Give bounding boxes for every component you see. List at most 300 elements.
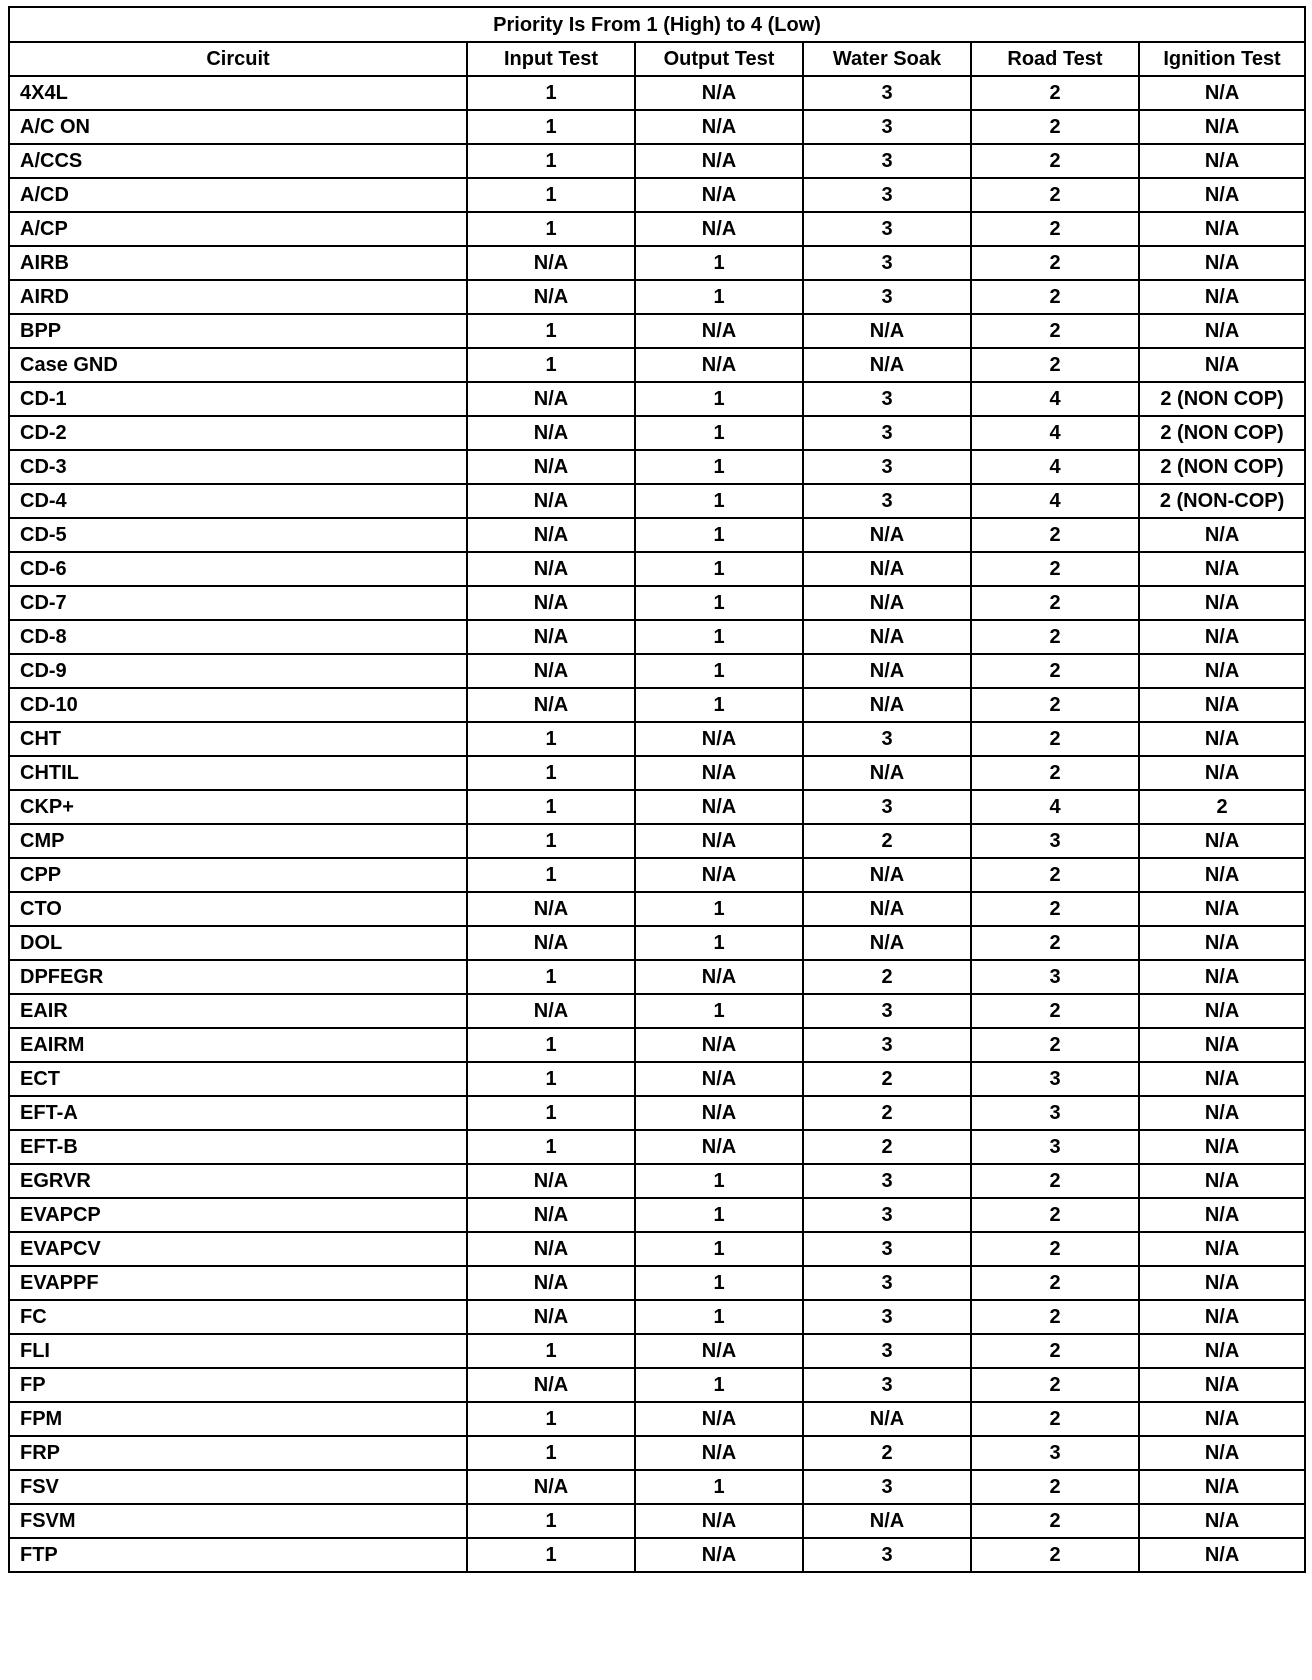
circuit-name-cell: BPP: [9, 314, 467, 348]
circuit-name-cell: CHT: [9, 722, 467, 756]
priority-cell: N/A: [1139, 1062, 1305, 1096]
circuit-name-cell: FTP: [9, 1538, 467, 1572]
priority-cell: N/A: [1139, 1436, 1305, 1470]
priority-cell: N/A: [803, 348, 971, 382]
priority-cell: N/A: [467, 552, 635, 586]
priority-cell: 1: [635, 1232, 803, 1266]
circuit-name-cell: A/C ON: [9, 110, 467, 144]
priority-cell: 1: [467, 144, 635, 178]
priority-cell: N/A: [803, 892, 971, 926]
priority-cell: N/A: [467, 1232, 635, 1266]
table-row: [9, 382, 1305, 416]
priority-cell: N/A: [1139, 246, 1305, 280]
priority-cell: 2: [971, 858, 1139, 892]
table-row: [9, 1232, 1305, 1266]
priority-cell: 3: [803, 994, 971, 1028]
priority-cell: N/A: [1139, 1368, 1305, 1402]
circuit-name-cell: CHTIL: [9, 756, 467, 790]
priority-cell: N/A: [467, 1470, 635, 1504]
priority-cell: 2: [803, 1062, 971, 1096]
table-row: [9, 314, 1305, 348]
priority-cell: N/A: [803, 688, 971, 722]
priority-cell: 4: [971, 450, 1139, 484]
priority-cell: 2: [971, 1334, 1139, 1368]
priority-cell: 3: [803, 1232, 971, 1266]
priority-cell: 2: [971, 722, 1139, 756]
priority-cell: N/A: [1139, 722, 1305, 756]
priority-cell: 2: [803, 1130, 971, 1164]
priority-cell: N/A: [635, 1402, 803, 1436]
priority-cell: N/A: [1139, 824, 1305, 858]
priority-cell: N/A: [635, 110, 803, 144]
priority-cell: 3: [803, 1164, 971, 1198]
priority-cell: 1: [467, 1436, 635, 1470]
priority-cell: 1: [635, 1300, 803, 1334]
table-row: [9, 1266, 1305, 1300]
priority-cell: 3: [971, 960, 1139, 994]
priority-cell: 2: [971, 280, 1139, 314]
column-header-circuit: Circuit: [9, 42, 467, 76]
priority-cell: 3: [803, 280, 971, 314]
priority-cell: 3: [803, 382, 971, 416]
circuit-name-cell: CD-10: [9, 688, 467, 722]
table-row: [9, 484, 1305, 518]
circuit-name-cell: ECT: [9, 1062, 467, 1096]
priority-cell: N/A: [635, 960, 803, 994]
table-row: [9, 110, 1305, 144]
priority-cell: N/A: [635, 178, 803, 212]
priority-cell: N/A: [1139, 1164, 1305, 1198]
priority-cell: N/A: [635, 1062, 803, 1096]
priority-cell: 3: [971, 824, 1139, 858]
priority-cell: N/A: [803, 552, 971, 586]
priority-cell: N/A: [1139, 654, 1305, 688]
priority-cell: 2: [971, 994, 1139, 1028]
priority-cell: 3: [803, 1266, 971, 1300]
circuit-name-cell: DOL: [9, 926, 467, 960]
table-row: [9, 1130, 1305, 1164]
priority-cell: 1: [635, 280, 803, 314]
priority-cell: 2: [803, 960, 971, 994]
circuit-name-cell: Case GND: [9, 348, 467, 382]
priority-cell: 4: [971, 382, 1139, 416]
priority-cell: N/A: [635, 1130, 803, 1164]
priority-cell: N/A: [467, 450, 635, 484]
table-row: [9, 552, 1305, 586]
priority-cell: N/A: [635, 144, 803, 178]
priority-cell: 1: [635, 1368, 803, 1402]
priority-cell: N/A: [1139, 280, 1305, 314]
priority-cell: 2 (NON COP): [1139, 450, 1305, 484]
priority-cell: 2: [971, 586, 1139, 620]
priority-cell: N/A: [467, 1300, 635, 1334]
priority-cell: 2: [971, 552, 1139, 586]
priority-cell: 2: [971, 144, 1139, 178]
priority-cell: 1: [635, 926, 803, 960]
priority-cell: N/A: [467, 620, 635, 654]
circuit-name-cell: AIRB: [9, 246, 467, 280]
circuit-name-cell: CPP: [9, 858, 467, 892]
circuit-name-cell: EAIR: [9, 994, 467, 1028]
table-row: [9, 1198, 1305, 1232]
priority-cell: 2: [971, 76, 1139, 110]
circuit-name-cell: CKP+: [9, 790, 467, 824]
priority-cell: 1: [635, 382, 803, 416]
priority-cell: N/A: [635, 1096, 803, 1130]
priority-cell: 1: [467, 1402, 635, 1436]
priority-cell: N/A: [467, 994, 635, 1028]
priority-cell: N/A: [803, 926, 971, 960]
priority-cell: N/A: [1139, 1028, 1305, 1062]
priority-cell: N/A: [1139, 858, 1305, 892]
circuit-name-cell: CD-1: [9, 382, 467, 416]
table-row: [9, 76, 1305, 110]
priority-cell: N/A: [1139, 314, 1305, 348]
priority-cell: N/A: [803, 858, 971, 892]
priority-cell: 2: [1139, 790, 1305, 824]
priority-cell: N/A: [1139, 1130, 1305, 1164]
priority-cell: N/A: [1139, 1232, 1305, 1266]
circuit-name-cell: DPFEGR: [9, 960, 467, 994]
table-row: [9, 450, 1305, 484]
priority-cell: N/A: [635, 858, 803, 892]
priority-cell: 2: [971, 620, 1139, 654]
priority-cell: N/A: [1139, 348, 1305, 382]
priority-cell: N/A: [635, 1504, 803, 1538]
priority-cell: 2: [971, 1368, 1139, 1402]
circuit-name-cell: CD-3: [9, 450, 467, 484]
priority-cell: 3: [803, 450, 971, 484]
priority-table-document: [8, 6, 1304, 1573]
priority-cell: 2: [971, 756, 1139, 790]
priority-cell: 1: [635, 586, 803, 620]
priority-cell: N/A: [635, 1334, 803, 1368]
priority-cell: 2: [803, 1436, 971, 1470]
circuit-name-cell: CD-9: [9, 654, 467, 688]
priority-cell: N/A: [467, 586, 635, 620]
priority-cell: 4: [971, 790, 1139, 824]
circuit-name-cell: CD-6: [9, 552, 467, 586]
priority-cell: 3: [803, 1334, 971, 1368]
table-row: [9, 1436, 1305, 1470]
column-header-road-test: Road Test: [971, 42, 1139, 76]
table-row: [9, 518, 1305, 552]
priority-cell: N/A: [467, 246, 635, 280]
priority-cell: N/A: [803, 586, 971, 620]
priority-cell: N/A: [467, 654, 635, 688]
priority-cell: 3: [971, 1062, 1139, 1096]
priority-cell: 2: [971, 212, 1139, 246]
priority-cell: 1: [635, 1266, 803, 1300]
priority-cell: 1: [635, 620, 803, 654]
priority-cell: N/A: [803, 620, 971, 654]
priority-cell: N/A: [467, 892, 635, 926]
priority-cell: 3: [803, 416, 971, 450]
priority-cell: 1: [635, 1470, 803, 1504]
priority-cell: N/A: [803, 1402, 971, 1436]
priority-cell: 1: [467, 1130, 635, 1164]
priority-cell: 4: [971, 416, 1139, 450]
circuit-name-cell: EFT-B: [9, 1130, 467, 1164]
priority-cell: N/A: [1139, 1300, 1305, 1334]
priority-cell: N/A: [467, 484, 635, 518]
priority-cell: 3: [803, 1368, 971, 1402]
priority-cell: N/A: [1139, 1334, 1305, 1368]
priority-cell: 1: [635, 1164, 803, 1198]
priority-cell: 2: [971, 926, 1139, 960]
table-row: [9, 892, 1305, 926]
priority-cell: 2: [971, 1538, 1139, 1572]
priority-cell: N/A: [635, 314, 803, 348]
priority-cell: 1: [467, 348, 635, 382]
priority-cell: 1: [467, 1538, 635, 1572]
circuit-name-cell: FSVM: [9, 1504, 467, 1538]
table-row: [9, 1334, 1305, 1368]
priority-cell: N/A: [467, 688, 635, 722]
priority-cell: 3: [971, 1436, 1139, 1470]
circuit-name-cell: FP: [9, 1368, 467, 1402]
priority-cell: 1: [635, 1198, 803, 1232]
priority-cell: 1: [467, 1096, 635, 1130]
priority-cell: N/A: [635, 348, 803, 382]
header-row: [9, 42, 1305, 76]
priority-cell: 1: [467, 960, 635, 994]
priority-cell: N/A: [635, 722, 803, 756]
priority-cell: 3: [803, 110, 971, 144]
priority-cell: N/A: [467, 280, 635, 314]
priority-cell: 2: [971, 348, 1139, 382]
priority-cell: 1: [635, 450, 803, 484]
table-title: Priority Is From 1 (High) to 4 (Low): [9, 7, 1305, 42]
priority-cell: 2 (NON COP): [1139, 416, 1305, 450]
circuit-name-cell: 4X4L: [9, 76, 467, 110]
priority-cell: N/A: [1139, 994, 1305, 1028]
priority-cell: 1: [635, 518, 803, 552]
priority-cell: 2: [971, 1402, 1139, 1436]
table-row: [9, 756, 1305, 790]
priority-cell: 3: [971, 1096, 1139, 1130]
table-row: [9, 654, 1305, 688]
priority-cell: 2: [971, 1266, 1139, 1300]
priority-cell: N/A: [1139, 688, 1305, 722]
priority-cell: N/A: [1139, 960, 1305, 994]
circuit-name-cell: FRP: [9, 1436, 467, 1470]
priority-cell: N/A: [803, 756, 971, 790]
priority-cell: N/A: [467, 1266, 635, 1300]
table-row: [9, 416, 1305, 450]
priority-cell: N/A: [1139, 552, 1305, 586]
priority-cell: N/A: [1139, 178, 1305, 212]
table-row: [9, 144, 1305, 178]
table-row: [9, 178, 1305, 212]
table-row: [9, 1028, 1305, 1062]
priority-cell: N/A: [1139, 1402, 1305, 1436]
table-row: [9, 1470, 1305, 1504]
priority-cell: 1: [467, 1334, 635, 1368]
priority-cell: N/A: [1139, 1198, 1305, 1232]
table-row: [9, 1368, 1305, 1402]
priority-cell: 2: [971, 1470, 1139, 1504]
priority-cell: 2: [971, 688, 1139, 722]
table-row: [9, 688, 1305, 722]
table-row: [9, 348, 1305, 382]
priority-cell: 3: [803, 212, 971, 246]
priority-cell: 1: [467, 1028, 635, 1062]
priority-cell: N/A: [803, 1504, 971, 1538]
priority-cell: 1: [467, 756, 635, 790]
priority-cell: 1: [467, 722, 635, 756]
priority-cell: 2: [803, 1096, 971, 1130]
priority-cell: N/A: [1139, 1266, 1305, 1300]
table-row: [9, 1504, 1305, 1538]
column-header-input-test: Input Test: [467, 42, 635, 76]
priority-cell: 1: [467, 1504, 635, 1538]
priority-cell: N/A: [635, 1436, 803, 1470]
priority-cell: N/A: [1139, 144, 1305, 178]
table-row: [9, 1300, 1305, 1334]
priority-cell: 2: [971, 518, 1139, 552]
priority-cell: 2: [971, 892, 1139, 926]
priority-cell: 3: [803, 1198, 971, 1232]
priority-cell: 3: [803, 178, 971, 212]
circuit-name-cell: CTO: [9, 892, 467, 926]
circuit-name-cell: CD-7: [9, 586, 467, 620]
priority-cell: 1: [635, 688, 803, 722]
priority-cell: 2: [971, 1028, 1139, 1062]
priority-cell: 2: [971, 654, 1139, 688]
priority-table: [8, 6, 1306, 1573]
priority-cell: 1: [635, 892, 803, 926]
priority-cell: 1: [467, 824, 635, 858]
priority-cell: 1: [635, 552, 803, 586]
circuit-name-cell: EAIRM: [9, 1028, 467, 1062]
priority-cell: 2: [971, 1232, 1139, 1266]
circuit-name-cell: EVAPCV: [9, 1232, 467, 1266]
priority-cell: 2: [971, 314, 1139, 348]
priority-cell: 3: [971, 1130, 1139, 1164]
circuit-name-cell: FLI: [9, 1334, 467, 1368]
table-row: [9, 960, 1305, 994]
priority-cell: 3: [803, 1470, 971, 1504]
priority-cell: 2: [971, 1198, 1139, 1232]
title-row: [9, 7, 1305, 42]
priority-cell: 3: [803, 484, 971, 518]
priority-cell: 1: [635, 246, 803, 280]
priority-cell: 2 (NON COP): [1139, 382, 1305, 416]
priority-cell: 1: [467, 110, 635, 144]
priority-cell: 2: [971, 178, 1139, 212]
circuit-name-cell: CD-2: [9, 416, 467, 450]
priority-cell: 1: [635, 416, 803, 450]
priority-cell: 3: [803, 722, 971, 756]
circuit-name-cell: EVAPCP: [9, 1198, 467, 1232]
priority-cell: 2: [971, 110, 1139, 144]
priority-cell: N/A: [635, 824, 803, 858]
table-row: [9, 824, 1305, 858]
table-row: [9, 994, 1305, 1028]
priority-cell: 3: [803, 1028, 971, 1062]
priority-cell: N/A: [1139, 620, 1305, 654]
table-row: [9, 586, 1305, 620]
priority-cell: N/A: [803, 654, 971, 688]
circuit-name-cell: CD-5: [9, 518, 467, 552]
table-row: [9, 1164, 1305, 1198]
circuit-name-cell: EFT-A: [9, 1096, 467, 1130]
table-row: [9, 246, 1305, 280]
priority-cell: 3: [803, 144, 971, 178]
priority-cell: N/A: [1139, 1504, 1305, 1538]
priority-cell: N/A: [635, 1538, 803, 1572]
priority-cell: N/A: [467, 1368, 635, 1402]
table-row: [9, 722, 1305, 756]
priority-cell: 3: [803, 76, 971, 110]
circuit-name-cell: CD-4: [9, 484, 467, 518]
priority-cell: 1: [467, 76, 635, 110]
priority-cell: 2: [803, 824, 971, 858]
table-row: [9, 1062, 1305, 1096]
priority-cell: 2: [971, 246, 1139, 280]
priority-cell: N/A: [1139, 1470, 1305, 1504]
priority-cell: 2: [971, 1164, 1139, 1198]
priority-cell: 1: [467, 790, 635, 824]
priority-cell: N/A: [1139, 892, 1305, 926]
table-row: [9, 926, 1305, 960]
table-row: [9, 620, 1305, 654]
circuit-name-cell: A/CCS: [9, 144, 467, 178]
priority-cell: 1: [467, 858, 635, 892]
circuit-name-cell: A/CP: [9, 212, 467, 246]
priority-cell: N/A: [1139, 110, 1305, 144]
priority-cell: 1: [467, 1062, 635, 1096]
table-row: [9, 280, 1305, 314]
priority-cell: N/A: [1139, 926, 1305, 960]
priority-cell: 2 (NON-COP): [1139, 484, 1305, 518]
circuit-name-cell: FSV: [9, 1470, 467, 1504]
table-body: [9, 76, 1305, 1572]
priority-cell: N/A: [1139, 1538, 1305, 1572]
table-row: [9, 1402, 1305, 1436]
priority-cell: 1: [467, 314, 635, 348]
priority-cell: 1: [635, 654, 803, 688]
priority-cell: N/A: [1139, 518, 1305, 552]
priority-cell: N/A: [803, 314, 971, 348]
priority-cell: N/A: [467, 1198, 635, 1232]
priority-cell: N/A: [1139, 76, 1305, 110]
table-row: [9, 1538, 1305, 1572]
column-header-water-soak: Water Soak: [803, 42, 971, 76]
priority-cell: 1: [635, 994, 803, 1028]
circuit-name-cell: EVAPPF: [9, 1266, 467, 1300]
priority-cell: N/A: [467, 518, 635, 552]
priority-cell: 2: [971, 1504, 1139, 1538]
priority-cell: N/A: [635, 76, 803, 110]
priority-cell: N/A: [1139, 586, 1305, 620]
priority-cell: 3: [803, 790, 971, 824]
priority-cell: N/A: [467, 926, 635, 960]
priority-cell: N/A: [1139, 1096, 1305, 1130]
circuit-name-cell: CMP: [9, 824, 467, 858]
priority-cell: N/A: [635, 212, 803, 246]
priority-cell: N/A: [635, 756, 803, 790]
column-header-ignition-test: Ignition Test: [1139, 42, 1305, 76]
priority-cell: N/A: [803, 518, 971, 552]
priority-cell: 3: [803, 1538, 971, 1572]
priority-cell: N/A: [467, 382, 635, 416]
priority-cell: N/A: [1139, 212, 1305, 246]
priority-cell: N/A: [635, 790, 803, 824]
priority-cell: 1: [467, 178, 635, 212]
circuit-name-cell: EGRVR: [9, 1164, 467, 1198]
